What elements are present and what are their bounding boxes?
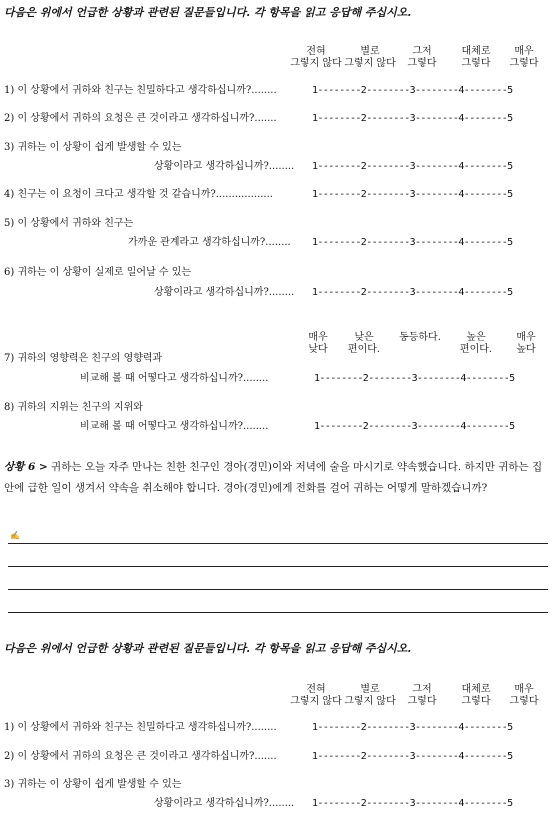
rating-scale-7[interactable]: 1--------2--------3--------4--------5 xyxy=(314,373,515,384)
rating-scale-3[interactable]: 1--------2--------3--------4--------5 xyxy=(312,161,513,172)
rating-scale-2[interactable]: 1--------2--------3--------4--------5 xyxy=(312,113,513,124)
question-7-cont: 비교해 볼 때 어떻다고 생각하십니까?........ xyxy=(80,373,269,384)
question-5-cont: 가까운 관계라고 생각하십니까?........ xyxy=(128,237,291,248)
question-c-3: 3) 귀하는 이 상황이 쉽게 발생할 수 있는 xyxy=(4,779,182,790)
answer-line-1[interactable] xyxy=(8,543,548,544)
scale-header-3: 그저 그렇다 xyxy=(407,46,437,69)
scale-header-2: 별로 그렇지 않다 xyxy=(344,46,396,69)
scale-header-c-3: 그저 그렇다 xyxy=(407,684,437,707)
rating-scale-4[interactable]: 1--------2--------3--------4--------5 xyxy=(312,189,513,200)
rating-scale-6[interactable]: 1--------2--------3--------4--------5 xyxy=(312,287,513,298)
scenario-block xyxy=(4,457,549,499)
scale-header-b-5: 매우 높다 xyxy=(516,332,536,355)
scale-header-c-2: 별로 그렇지 않다 xyxy=(344,684,396,707)
scale-header-4: 대체로 그렇다 xyxy=(461,46,491,69)
question-c-3-cont: 상황이라고 생각하십니까?........ xyxy=(154,798,295,809)
question-8: 8) 귀하의 지위는 친구의 지위와 xyxy=(4,402,143,413)
rating-scale-8[interactable]: 1--------2--------3--------4--------5 xyxy=(314,421,515,432)
scale-header-c-4: 대체로 그렇다 xyxy=(461,684,491,707)
answer-line-3[interactable] xyxy=(8,589,548,590)
rating-scale-5[interactable]: 1--------2--------3--------4--------5 xyxy=(312,237,513,248)
answer-line-2[interactable] xyxy=(8,566,548,567)
instruction-text-2: 다음은 위에서 언급한 상황과 관련된 질문들입니다. 각 항목을 읽고 응답해 주십시오. xyxy=(4,642,412,655)
rating-scale-c-2[interactable]: 1--------2--------3--------4--------5 xyxy=(312,751,513,762)
question-8-cont: 비교해 볼 때 어떻다고 생각하십니까?........ xyxy=(80,421,269,432)
question-7: 7) 귀하의 영향력은 친구의 영향력과 xyxy=(4,353,163,364)
scale-header-b-2: 낮은 편이다. xyxy=(347,332,381,355)
instruction-text: 다음은 위에서 언급한 상황과 관련된 질문들입니다. 각 항목을 읽고 응답해 주십시오. xyxy=(4,6,412,19)
scale-header-5: 매우 그렇다 xyxy=(509,46,539,69)
answer-line-4[interactable] xyxy=(8,612,548,613)
question-6: 6) 귀하는 이 상황이 실제로 일어날 수 있는 xyxy=(4,267,192,278)
question-4: 4) 친구는 이 요청이 크다고 생각할 것 같습니까?.................. xyxy=(4,189,273,200)
rating-scale-c-1[interactable]: 1--------2--------3--------4--------5 xyxy=(312,722,513,733)
rating-scale-1[interactable]: 1--------2--------3--------4--------5 xyxy=(312,85,513,96)
question-6-cont: 상황이라고 생각하십니까?........ xyxy=(154,287,295,298)
scale-header-c-5: 매우 그렇다 xyxy=(509,684,539,707)
question-3: 3) 귀하는 이 상황이 쉽게 발생할 수 있는 xyxy=(4,142,182,153)
scenario-text: 귀하는 오늘 자주 만나는 친한 친구인 경아(경민)이와 저녁에 술을 마시기로 약속했습니다. 하지만 귀하는 집안에 급한 일이 생겨서 약속을 취소해야 합니다. 경아(경민)에게 전화를 걸어 귀하는 어떻게 말하겠습니까? xyxy=(4,461,543,494)
question-c-1: 1) 이 상황에서 귀하와 친구는 친밀하다고 생각하십니까?........ xyxy=(4,722,277,733)
scale-header-b-1: 매우 낮다 xyxy=(308,332,328,355)
question-1: 1) 이 상황에서 귀하와 친구는 친밀하다고 생각하십니까?........ xyxy=(4,85,277,96)
question-c-2: 2) 이 상황에서 귀하의 요청은 큰 것이라고 생각하십니까?....... xyxy=(4,751,277,762)
scenario-label: 상황 6 > xyxy=(4,461,48,473)
rating-scale-c-3[interactable]: 1--------2--------3--------4--------5 xyxy=(312,798,513,809)
question-5: 5) 이 상황에서 귀하와 친구는 xyxy=(4,218,134,229)
scale-header-b-3: 동등하다. xyxy=(399,332,441,343)
question-3-cont: 상황이라고 생각하십니까?........ xyxy=(154,161,295,172)
question-2: 2) 이 상황에서 귀하의 요청은 큰 것이라고 생각하십니까?....... xyxy=(4,113,277,124)
scale-header-c-1: 전혀 그렇지 않다 xyxy=(290,684,342,707)
scale-header-b-4: 높은 편이다. xyxy=(459,332,493,355)
scale-header-1: 전혀 그렇지 않다 xyxy=(290,46,342,69)
pen-icon: ✍ xyxy=(10,531,20,540)
